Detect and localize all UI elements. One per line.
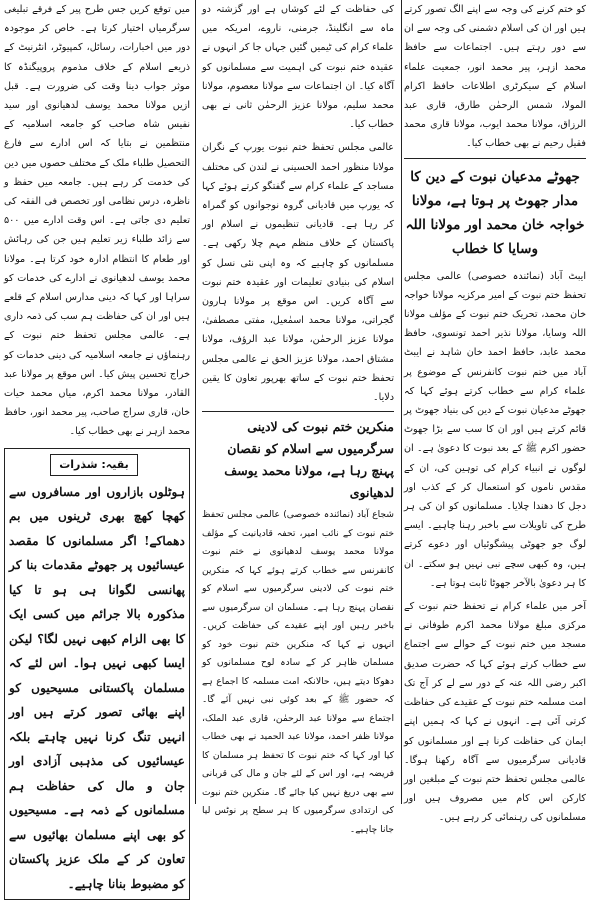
right-paragraph-3: آخر میں علماء کرام نے تحفظ ختم نبوت کے مرکزی مبلغ مولانا محمد اکرم طوفانی نے مسجد میں ختم نبوت کے حوالے سے اجتماع سے خطاب کرتے ہوئے کہا کہ حضرت صدیق اکبر رضی اللہ عنہ کے دور سے لے کر آج تک امت مسلمہ ختم نبوت کے عقیدے کی حفاظت کرتی آئی ہے۔ انہوں نے کہا کہ ہمیں اپنے ایمان کی حفاظت کرنا ہے اور مسلمانوں کو قادیانی سرگرمیوں سے آگاہ رکھنا ہوگا۔ عالمی مجلس تحفظ ختم نبوت کے مبلغین اور کارکن اس کام میں مصروف ہیں اور مسلمانوں کی رہنمائی کر رہے ہیں۔ — [404, 601, 586, 824]
right-paragraph-1: کو ختم کرنے کی وجہ سے اپنے الگ تصور کرتے ہیں اور ان کی اسلام دشمنی کی وجہ سے ان سے دور رہتے ہیں۔ اجتماعات سے حافظ محمد ازہر، پیر محمد انور، جمعیت علماء اسلام کے سیکرٹری اطلاعات حافظ اکرام المولا، شمس الرحمٰن طارق، قاری عبد الرزاق، مولانا محمد ایوب، مولانا قاری محمد فقیل رحیم نے بھی خطاب کیا۔ — [404, 4, 586, 150]
left-paragraph-1: میں توقع کریں جس طرح پیر کے فرقے تبلیغی سرگرمیاں اختیار کرتا ہے۔ خاص کر موجودہ دور میں اخبارات، رسائل، کمپیوٹر، انٹرنیٹ کے ذریعے اسلام کے خلاف مذموم پروپیگنڈہ کا موثر جواب دینا وقت کی ضرورت ہے۔ قبل ازیں مولانا محمد یوسف لدھیانوی اور سید نفیس شاہ صاحب کو جامعہ اسلامیہ کے منتظمین نے بتایا کہ اس ادارے سے فارغ التحصیل طلباء ملک کے مختلف حصوں میں دین کی خدمت کر رہے ہیں۔ جامعہ میں حفظ و ناظرہ، درس نظامی اور تخصص فی الفقہ کی تعلیم دی جاتی ہے۔ اس وقت ادارے میں ۵۰۰ سے زائد طلباء زیر تعلیم ہیں جن کی رہائش اور طعام کا انتظام ادارہ خود کرتا ہے۔ مولانا محمد یوسف لدھیانوی نے ادارے کی خدمات کو سراہا اور کہا کہ دینی مدارس اسلام کے قلعے ہیں اور ان کی حفاظت ہم سب کی ذمہ داری ہے۔ عالمی مجلس تحفظ ختم نبوت کے رہنماؤں نے جامعہ اسلامیہ کی دینی خدمات کو خراج تحسین پیش کیا۔ اس موقع پر مولانا عبد القادر، مولانا محمد اکرم، میاں محمد حیات خان، قاری سراج صاحب، پیر محمد انور، حافظ محمد ازہر نے بھی خطاب کیا۔ — [4, 4, 190, 438]
column-right — [404, 0, 586, 824]
box-title-row — [9, 454, 185, 476]
column-middle — [202, 0, 394, 835]
column-rule-right — [401, 0, 402, 804]
column-left — [4, 0, 190, 891]
mid-headline: منکرین ختم نبوت کی لادینی سرگرمیوں سے اسلام کو نقصان پہنچ رہا ہے، مولانا محمد یوسف لدھیانوی — [224, 419, 394, 501]
mid-paragraph-3: شجاع آباد (نمائندہ خصوصی) عالمی مجلس تحفظ ختم نبوت کے نائب امیر، تحفہ قادیانیت کے مؤلف مولانا محمد یوسف لدھیانوی نے ختم نبوت کانفرنس سے خطاب کرتے ہوئے کہا کہ منکرین ختم نبوت کی لادینی سرگرمیوں سے اسلام کو نقصان پہنچ رہا ہے۔ مسلمان ان سرگرمیوں سے باخبر رہیں اور اپنے عقیدے کی حفاظت کریں۔ انہوں نے کہا کہ منکرین ختم نبوت خود کو مسلمان ظاہر کر کے سادہ لوح مسلمانوں کو دھوکا دیتے ہیں، حالانکہ امت مسلمہ کا اجماع ہے کہ حضور ﷺ کے بعد کوئی نبی نہیں آئے گا۔ اجتماع سے مولانا عبد الرحمٰن، قاری عبد الملک، مولانا ظفر احمد، مولانا عبد الحمید نے بھی خطاب کیا اور کہا کہ ختم نبوت کا تحفظ ہر مسلمان کا فریضہ ہے، اور اس کے لئے جان و مال کی قربانی سے بھی دریغ نہیں کیا جائے گا۔ منکرین ختم نبوت کی ارتدادی سرگرمیوں کا ہر سطح پر نوٹس لیا جانا چاہیے۔ — [202, 509, 394, 835]
mid-paragraph-1: کی حفاظت کے لئے کوشاں ہے اور گزشتہ دو ماہ سے انگلینڈ، جرمنی، ناروے، امریکہ میں علماء کرام کی ٹیمیں گئیں جہاں جا کر انہوں نے عقیدہ ختم نبوت کی اہمیت سے مسلمانوں کو آگاہ کیا۔ ان اجتماعات سے مولانا معصوم، مولانا محمد سلیم، مولانا عزیز الرحمٰن ثانی نے بھی خطاب کیا۔ — [202, 4, 394, 131]
column-rule-left — [195, 0, 196, 804]
continuation-box — [4, 448, 190, 900]
mid-paragraph-2: عالمی مجلس تحفظ ختم نبوت یورپ کے نگران مولانا منظور احمد الحسینی نے لندن کی مختلف مساجد کے علماء کرام سے گفتگو کرتے ہوئے کہا کہ یورپ میں قادیانی گروہ نوجوانوں کو گمراہ کر رہا ہے۔ قادیانی تنظیموں نے اسلام اور پاکستان کے خلاف منظم مہم چلا رکھی ہے۔ مسلمانوں کو چاہیے کہ وہ اپنی نئی نسل کو اسلام کی بنیادی تعلیمات اور عقیدہ ختم نبوت سے آگاہ کریں۔ اس موقع پر مولانا ہارون گجراتی، مولانا محمد اسمٰعیل، مفتی مصطفیٰ، مولانا عزیز الرحمٰن، مولانا عبد الرؤف، مولانا مشتاق احمد، مولانا عزیز الحق نے عالمی مجلس تحفظ ختم نبوت کے ساتھ بھرپور تعاون کا یقین دلایا۔ — [202, 142, 394, 404]
right-paragraph-2: ایبٹ آباد (نمائندہ خصوصی) عالمی مجلس تحفظ ختم نبوت کے امیر مرکزیہ مولانا خواجہ خان محمد، تحریک ختم نبوت کے مؤلف مولانا اللہ وسایا، مولانا نذیر احمد تونسوی، حافظ محمد عابد، حافظ احمد خان شاہد نے ایبٹ آباد میں ختم نبوت کانفرنس کے موضوع پر علماء کرام سے خطاب کرتے ہوئے کہا کہ جھوٹے مدعیان نبوت کے دین کی بنیاد جھوٹ پر قائم کرتے ہیں اور ان کا سب سے بڑا جھوٹ حضور اکرم ﷺ کے بعد نبوت کا دعویٰ ہے۔ ان لوگوں نے انبیاء کرام کی توہین کی، ان کے مقدس ناموں کو استعمال کر کے کذب اور دجل کا دھندا چلایا۔ مسلمانوں کو ان کی ہر طرح کی تاویلات سے باخبر رہنا چاہیے۔ ایسے لوگ جو جھوٹی پیشگوئیاں اور دعوے کرتے ہیں، وہ کبھی سچے نبی نہیں ہو سکتے۔ ان کا ہر دعویٰ بالآخر جھوٹا ثابت ہوتا ہے۔ — [404, 270, 586, 589]
section-divider — [404, 158, 586, 159]
box-text: ہوٹلوں بازاروں اور مسافروں سے کھچا کھچ بھری ٹرینوں میں بم دھماکے! اگر مسلمانوں کا مقصد عیسائیوں پر جھوٹے مقدمات بنا کر پھانسی لگوانا ہی ہو تا کیا مذکورہ بالا جرائم میں کسی ایک کا بھی الزام کبھی نہیں لگا؟ لیکن ایسا کبھی نہیں ہوا۔ اس لئے کہ مسلمان پاکستانی مسیحیوں کو اپنے بھائی تصور کرتے ہیں اور انہیں تنگ کرنا نہیں چاہتے بلکہ عیسائیوں کی مذہبی آزادی اور جان و مال کی حفاظت ہم مسلمانوں کے ذمہ ہے۔ مسیحیوں کو بھی اپنے مسلمان بھائیوں سے تعاون کر کے ملک عزیز پاکستان کو مضبوط بنانا چاہیے۔ — [9, 484, 185, 891]
section-divider — [202, 411, 394, 412]
right-headline: جھوٹے مدعیان نبوت کے دین کا مدار جھوٹ پر ہوتا ہے، مولانا خواجہ خان محمد اور مولانا اللہ وسایا کا خطاب — [405, 168, 585, 257]
box-title: بقیہ: شذرات — [50, 454, 138, 476]
